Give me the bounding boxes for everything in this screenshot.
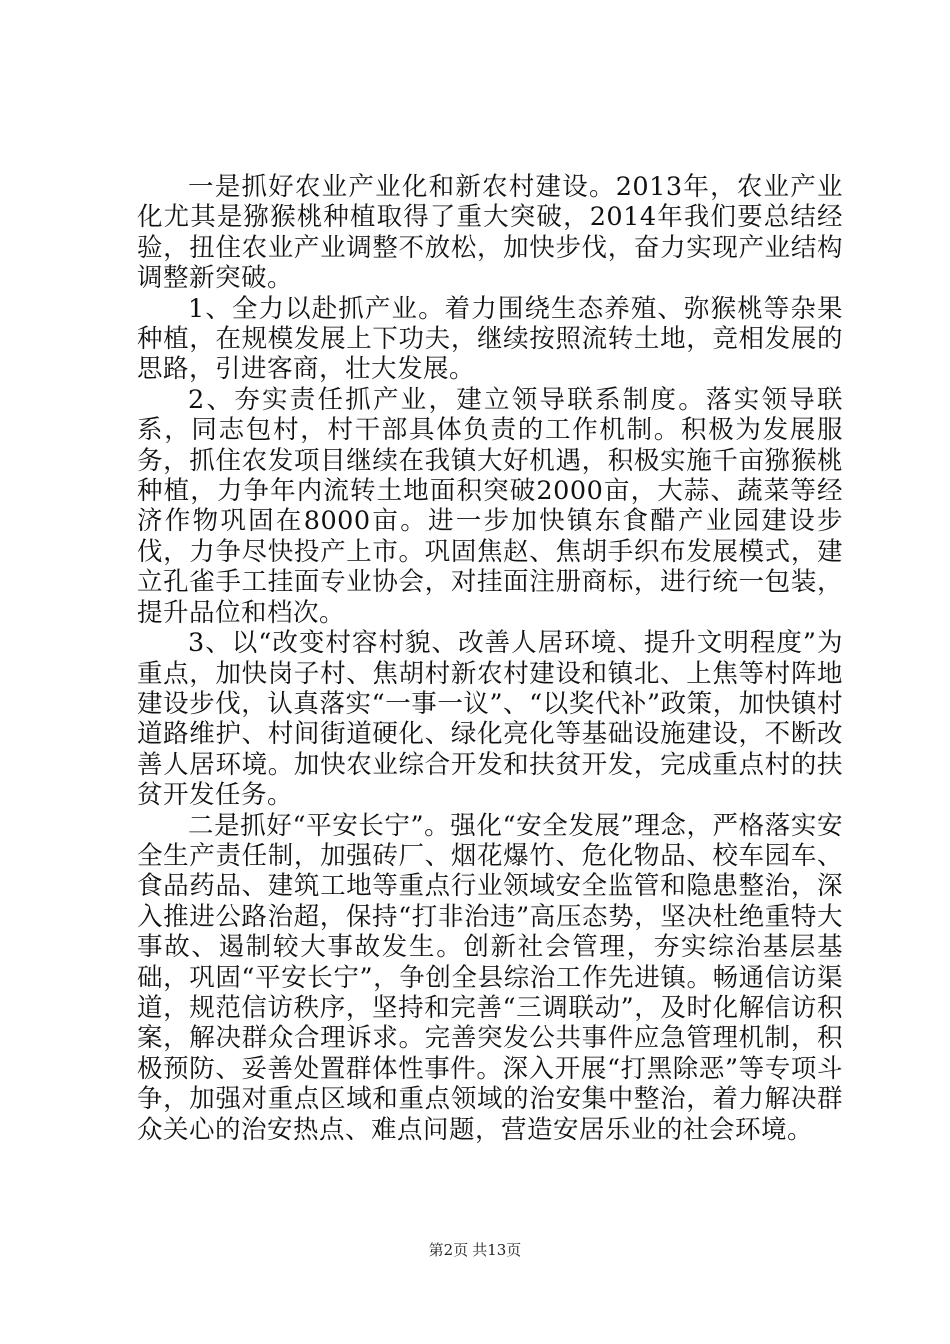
paragraph-item-3: 3、以“改变村容村貌、改善人居环境、提升文明程度”为重点，加快岗子村、焦胡村新农村建设和镇北、上焦等村阵地建设步伐，认真落实“一事一议”、“以奖代补”政策，加快镇村道路维护、村间街道硬化、绿化亮化等基础设施建设，不断改善人居环境。加快农业综合开发和扶贫开发，完成重点村的扶贫开发任务。	[137, 628, 843, 811]
paragraph-item-2: 2、夯实责任抓产业，建立领导联系制度。落实领导联系，同志包村，村干部具体负责的工作机制。积极为发展服务，抓住农发项目继续在我镇大好机遇，积极实施千亩猕猴桃种植，力争年内流转土地面积突破2000亩，大蒜、蔬菜等经济作物巩固在8000亩。进一步加快镇东食醋产业园建设步伐，力争尽快投产上市。巩固焦赵、焦胡手织布发展模式，建立孔雀手工挂面专业协会，对挂面注册商标，进行统一包装，提升品位和档次。	[137, 384, 843, 628]
page-total: 共13页	[472, 1241, 522, 1259]
document-body	[137, 172, 843, 1145]
paragraph-agriculture-intro: 一是抓好农业产业化和新农村建设。2013年，农业产业化尤其是猕猴桃种植取得了重大突破，2014年我们要总结经验，扭住农业产业调整不放松，加快步伐，奋力实现产业结构调整新突破。	[137, 172, 843, 294]
page-number: 第2页	[428, 1241, 469, 1259]
paragraph-safety: 二是抓好“平安长宁”。强化“安全发展”理念，严格落实安全生产责任制，加强砖厂、烟花爆竹、危化物品、校车园车、食品药品、建筑工地等重点行业领域安全监管和隐患整治，深入推进公路治超，保持“打非治违”高压态势，坚决杜绝重特大事故、遏制较大事故发生。创新社会管理，夯实综治基层基础，巩固“平安长宁”，争创全县综治工作先进镇。畅通信访渠道，规范信访秩序，坚持和完善“三调联动”，及时化解信访积案，解决群众合理诉求。完善突发公共事件应急管理机制，积极预防、妥善处置群体性事件。深入开展“打黑除恶”等专项斗争，加强对重点区域和重点领域的治安集中整治，着力解决群众关心的治安热点、难点问题，营造安居乐业的社会环境。	[137, 810, 843, 1145]
paragraph-item-1: 1、全力以赴抓产业。着力围绕生态养殖、弥猴桃等杂果种植，在规模发展上下功夫，继续按照流转土地，竞相发展的思路，引进客商，壮大发展。	[137, 293, 843, 385]
page-footer	[0, 1240, 950, 1260]
